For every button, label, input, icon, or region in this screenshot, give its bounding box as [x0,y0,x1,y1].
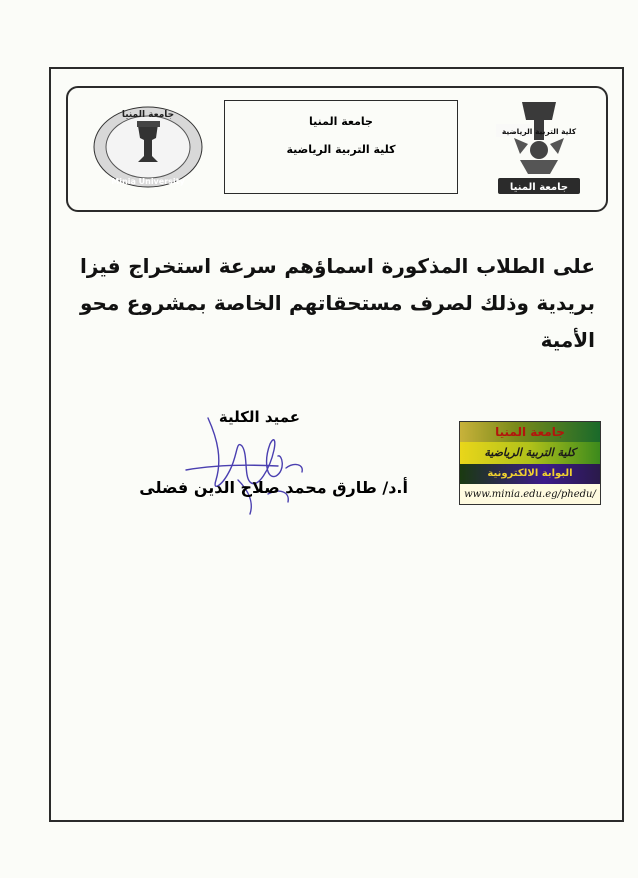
banner-url: www.minia.edu.eg/phedu/ [460,484,600,505]
faculty-name: كلية التربية الرياضية [286,143,396,156]
handwritten-signature [178,410,328,520]
letter-body: على الطلاب المذكورة اسماؤهم سرعة استخراج فيزا بريدية وذلك لصرف مستحقاتهم الخاصة بمشروع محو الأمية [80,254,595,352]
logo-left-arabic-text: جامعة المنيا [121,110,175,120]
banner-faculty: كلية التربية الرياضية [460,442,600,464]
faculty-portal-banner [459,421,601,505]
logo-right-bottom-text: جامعة المنيا [509,182,569,193]
dean-title: عميد الكلية [218,408,300,426]
banner-portal: البوابة الالكترونية [460,464,600,484]
banner-university: جامعة المنيا [460,422,600,442]
title-box [224,100,458,194]
university-name: جامعة المنيا [309,115,373,128]
faculty-emblem-logo [494,98,584,196]
faculty-emblem-icon [514,102,564,174]
minia-university-logo [92,104,204,190]
logo-left-english-text: Minia University [111,177,185,186]
dean-name: أ.د/ طارق محمد صلاح الدين فضلى [139,478,408,497]
logo-right-top-text: كلية التربية الرياضية [501,127,577,136]
